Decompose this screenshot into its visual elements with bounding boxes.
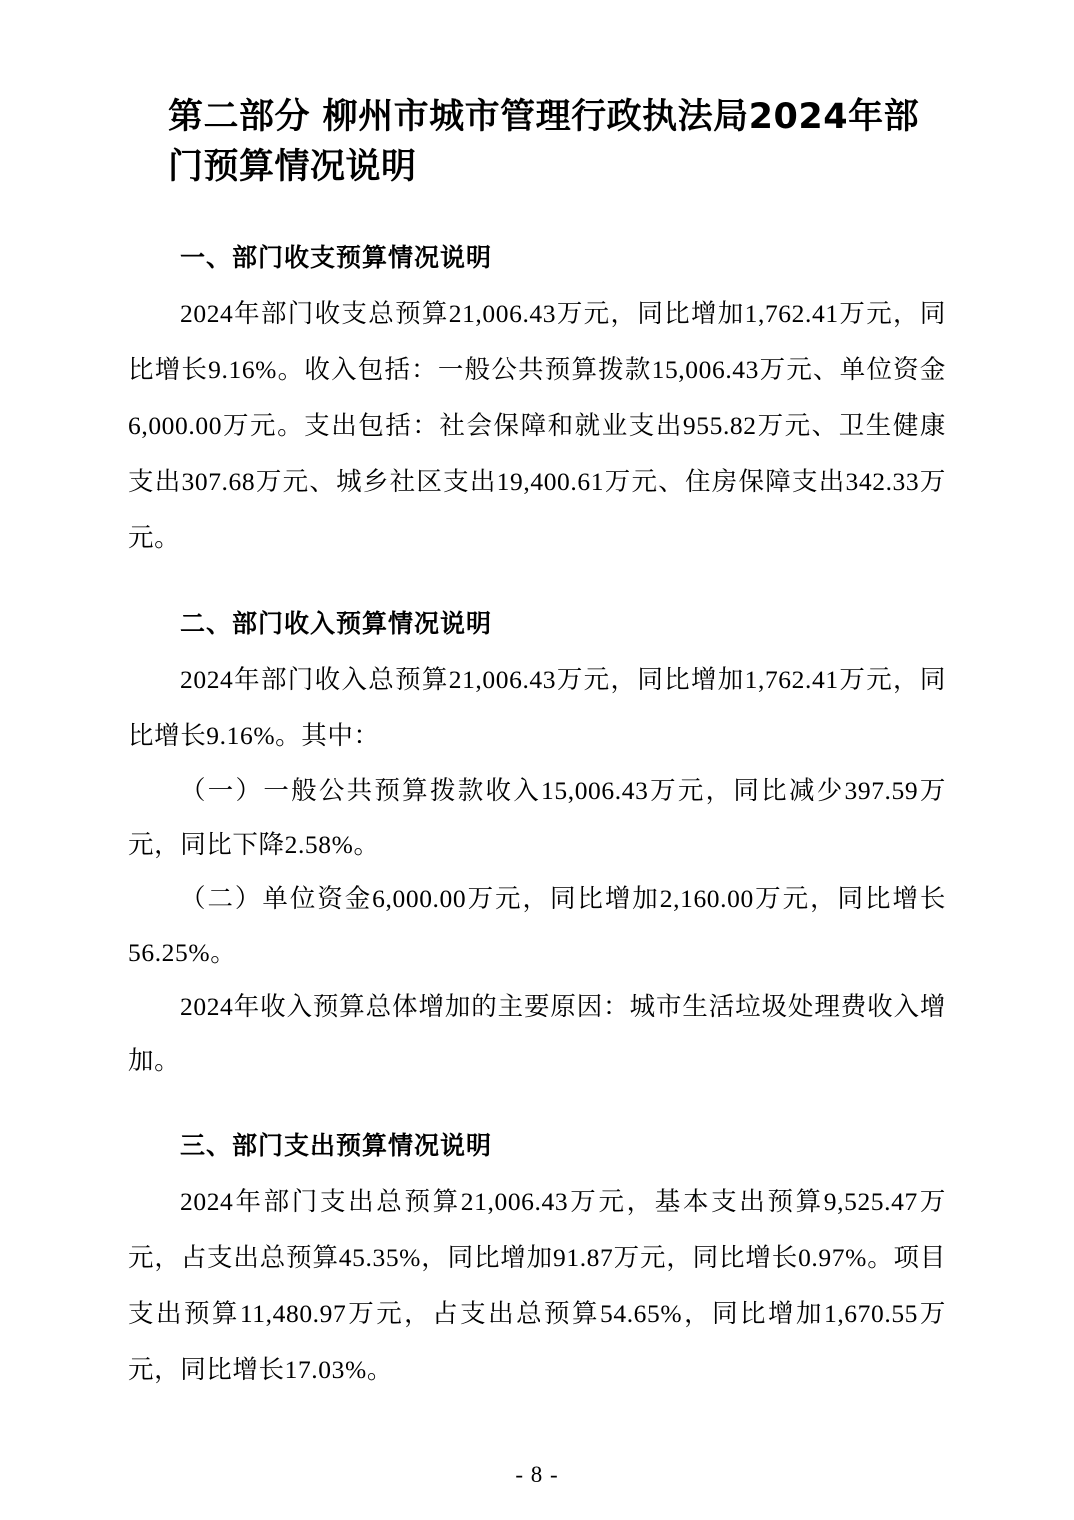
section-heading-2: 二、部门收入预算情况说明 [180,609,493,638]
section-heading-3: 三、部门支出预算情况说明 [180,1131,493,1160]
section-heading-1: 一、部门收支预算情况说明 [180,243,493,272]
section-2-paragraph-4: 2024年收入预算总体增加的主要原因：城市生活垃圾处理费收入增加。 [128,992,946,1075]
section-1-paragraph-1: 2024年部门收支总预算21,006.43万元，同比增加1,762.41万元，同比增长9.16%。收入包括：一般公共预算拨款15,006.43万元、单位资金6,000.00万元。支出包括：社会保障和就业支出955.82万元、卫生健康支出307.68万元、城乡社区支出19,400.61万元、住房保障支出342.33万元。 [128,299,946,552]
section-2-paragraph-2: （一）一般公共预算拨款收入15,006.43万元，同比减少397.59万元，同比下降2.58%。 [128,776,946,859]
section-2-paragraph-1: 2024年部门收入总预算21,006.43万元，同比增加1,762.41万元，同比增长9.16%。其中： [128,665,946,750]
page-title: 第二部分 柳州市城市管理行政执法局2024年部门预算情况说明 [168,97,920,187]
page-number: - 8 - [515,1462,559,1487]
section-2-paragraph-3: （二）单位资金6,000.00万元，同比增加2,160.00万元，同比增长56.25%。 [128,884,946,967]
section-3-paragraph-1: 2024年部门支出总预算21,006.43万元，基本支出预算9,525.47万元，占支出总预算45.35%，同比增加91.87万元，同比增长0.97%。项目支出预算11,480.97万元，占支出总预算54.65%，同比增加1,670.55万元，同比增长17.03%。 [128,1187,946,1384]
